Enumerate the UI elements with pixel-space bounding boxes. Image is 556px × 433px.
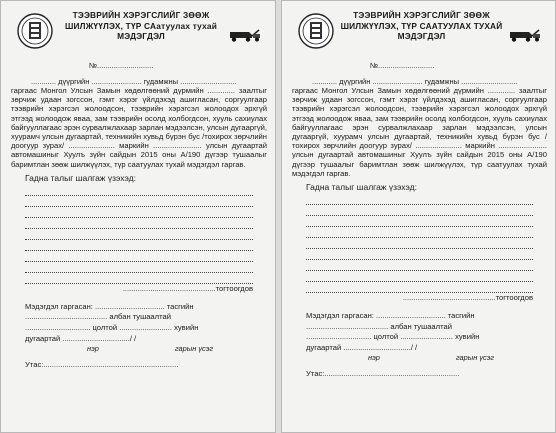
blank-line bbox=[306, 282, 533, 293]
phone-line: Утас:................................................................ bbox=[25, 360, 179, 370]
blank-line bbox=[306, 260, 533, 271]
signature-row: ....................................... албан тушаалтай bbox=[25, 312, 171, 322]
form-number: №........................... bbox=[89, 61, 154, 70]
blank-line bbox=[25, 262, 253, 273]
caption-name: нэр bbox=[87, 344, 99, 354]
tow-truck-icon bbox=[229, 27, 261, 43]
blank-line bbox=[306, 238, 533, 249]
police-emblem-icon bbox=[17, 13, 53, 49]
signature-row: ............................... цолтой ......................... хувийн bbox=[306, 332, 480, 342]
notice-form-left bbox=[0, 0, 276, 433]
blank-line bbox=[306, 205, 533, 216]
caption-name: нэр bbox=[368, 353, 380, 363]
form-header bbox=[292, 7, 547, 57]
signature-row: Мэдэгдэл гаргасан: ................................. тасгийн bbox=[306, 311, 475, 321]
signature-block bbox=[25, 302, 253, 344]
signature-row: дугаартай ................................/ / bbox=[306, 342, 418, 352]
blank-line bbox=[306, 249, 533, 260]
signature-row: Мэдэгдэл гаргасан: ................................. тасгийн bbox=[25, 301, 194, 311]
form-title: ТЭЭВРИЙН ХЭРЭГСЛИЙГ ЗӨӨЖ ШИЛЖҮҮЛЭХ, ТҮР САатуулах тухай МЭДЭГДЭЛ bbox=[64, 10, 218, 41]
signature-row: ....................................... албан тушаалтай bbox=[306, 321, 452, 331]
tow-truck-icon bbox=[509, 27, 541, 43]
blank-line bbox=[25, 218, 253, 229]
blank-line bbox=[306, 271, 533, 282]
signature-captions bbox=[25, 344, 253, 354]
form-header bbox=[11, 7, 267, 57]
blank-line bbox=[306, 216, 533, 227]
form-number: №........................... bbox=[370, 61, 435, 70]
blank-line bbox=[25, 229, 253, 240]
closing-line: ............................................тогтоогдов bbox=[122, 283, 253, 293]
blank-line bbox=[25, 273, 253, 284]
police-emblem-icon bbox=[298, 13, 334, 49]
blank-line bbox=[25, 240, 253, 251]
blank-line bbox=[25, 185, 253, 196]
signature-block bbox=[306, 311, 533, 353]
signature-captions bbox=[306, 353, 533, 363]
caption-signature: гарын үсэг bbox=[456, 353, 495, 363]
blank-line bbox=[25, 251, 253, 262]
notice-form-right bbox=[281, 0, 556, 433]
notice-body: гаргаас Монгол Улсын Замын хөдөлгөөний дүрмийн ............. заалтыг зөрчиж удаан зогссон, гэмт хэрэг үйлдэхэд ашигласан, соргуулгаар тээврийн хэрэгсэл жолоодсон, тээврийн хэрэгсэл жолоодох эрхгүй этгээд жолоодож яваа, зам тээврийн осолд холбогдсон, хууль сахиулах байгууллагаас эрэн сурвалжлахаар зарлан мэдээлсэн, улсын дугааргүй, хуурамч улсын дугаартай, техникийн хувьд бүрэн бус /тохирох зөрчлийн доогуур зурах/ ...................... маркийн ....................... улсын дугаартай автомашиныг Хуулъ зүйн сайдын 2015 оны А/190 дүгээр тушаалыг баримтлан зөөж шилжүүлэх, түр саатуулах тухай мэдэгдэл гаргав. bbox=[11, 86, 268, 169]
address-line: ............ дүүргийн ........................ гудамжны ........................... bbox=[312, 77, 518, 86]
caption-signature: гарын үсэг bbox=[175, 344, 214, 354]
closing-line: ............................................тогтоогдов bbox=[402, 293, 533, 303]
blank-line bbox=[25, 207, 253, 218]
inspection-label: Гадна талыг шалгаж үзэхэд: bbox=[306, 182, 417, 193]
inspection-label: Гадна талыг шалгаж үзэхэд: bbox=[25, 172, 136, 183]
phone-line: Утас:................................................................ bbox=[306, 369, 460, 379]
blank-line bbox=[25, 196, 253, 207]
address-line: ............ дүүргийн ........................ гудамжны ........................... bbox=[31, 77, 237, 86]
signature-row: дугаартай ................................/ / bbox=[25, 333, 137, 343]
blank-line bbox=[306, 194, 533, 205]
notice-body: гаргаас Монгол Улсын Замын хөдөлгөөний дүрмийн ............. заалтыг зөрчиж удаан зогссон, гэмт хэрэг үйлдэхэд ашигласан, соргуулгаар тээврийн хэрэгсэл жолоодсон, тээврийн хэрэгсэл жолоодох эрхгүй этгээд жолоодож яваа, зам тээврийн осолд холбогдсон, хууль сахиулах байгууллагаас эрэн сурвалжлахаар зарлан мэдээлсэн, улсын дугааргүй, хуурамч улсын дугаартай, техникийн хувьд бүрэн бус /тохирох зөрчлийн доогуур зурах/ ...................... маркийн ....................... улсын дугаартай автомашиныг Хуулъ зүйн сайдын 2015 оны А/190 дүгээр тушаалыг баримтлан зөөж шилжүүлэх, түр саатуулах тухай мэдэгдэл гаргав. bbox=[292, 86, 547, 178]
form-title: ТЭЭВРИЙН ХЭРЭГСЛИЙГ ЗӨӨЖ ШИЛЖҮҮЛЭХ, ТҮР СААТУУЛАХ ТУХАЙ МЭДЭГДЭЛ bbox=[340, 10, 503, 41]
blank-line bbox=[306, 227, 533, 238]
signature-row: ............................... цолтой ......................... хувийн bbox=[25, 323, 199, 333]
